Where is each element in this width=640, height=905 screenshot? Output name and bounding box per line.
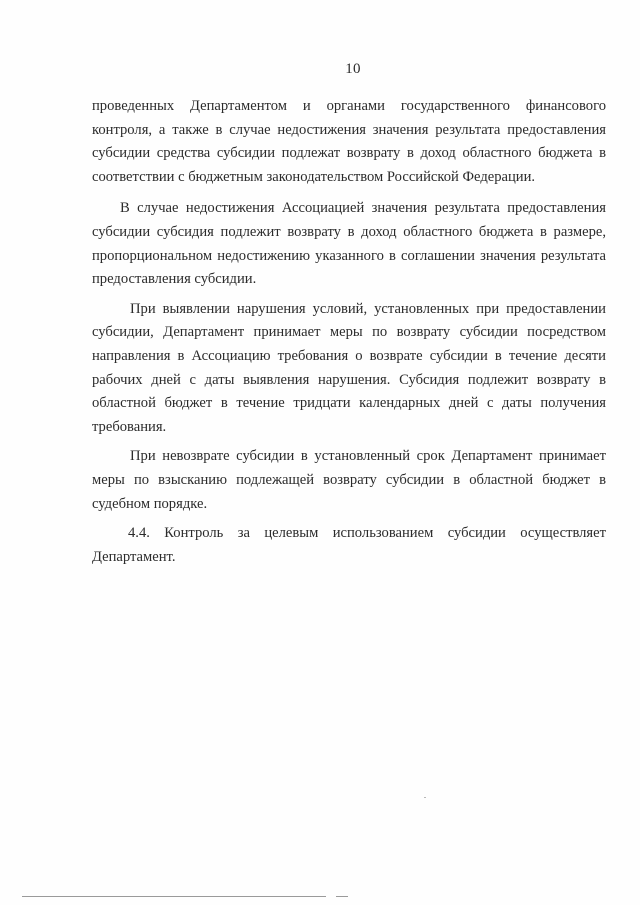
- scan-speck: [424, 797, 426, 798]
- paragraph-underachievement: В случае недостижения Ассоциацией значения результата предоставления субсидии субсидия подлежит возврату в доход областного бюджета в размере, пропорциональном недостижению указанного в соглашении значения результата предоставления субсидии.: [92, 200, 606, 288]
- page-number: 10: [345, 61, 361, 77]
- paragraph-continuation: проведенных Департаментом и органами государственного финансового контроля, а также в случае недостижения значения результата предоставления субсидии средства субсидии подлежат возврату в доход областного бюджета в соответствии с бюджетным законодательством Российской Федерации.: [92, 98, 606, 185]
- paragraph-control: 4.4. Контроль за целевым использованием субсидии осуществляет Департамент.: [92, 525, 606, 565]
- paragraph-violation: При выявлении нарушения условий, установленных при предоставлении субсидии, Департамент принимает меры по возврату субсидии посредством направления в Ассоциацию требования о возврате субсидии в течение десяти рабочих дней с даты выявления нарушения. Субсидия подлежит возврату в областной бюджет в течение тридцати календарных дней с даты получения требования.: [92, 300, 606, 435]
- footer-rule-short: [336, 896, 348, 897]
- footer-rule: [22, 896, 326, 897]
- document-body: [92, 95, 606, 575]
- paragraph-nonreturn: При невозврате субсидии в установленный срок Департамент принимает меры по взысканию подлежащей возврату субсидии в областной бюджет в судебном порядке.: [92, 448, 606, 512]
